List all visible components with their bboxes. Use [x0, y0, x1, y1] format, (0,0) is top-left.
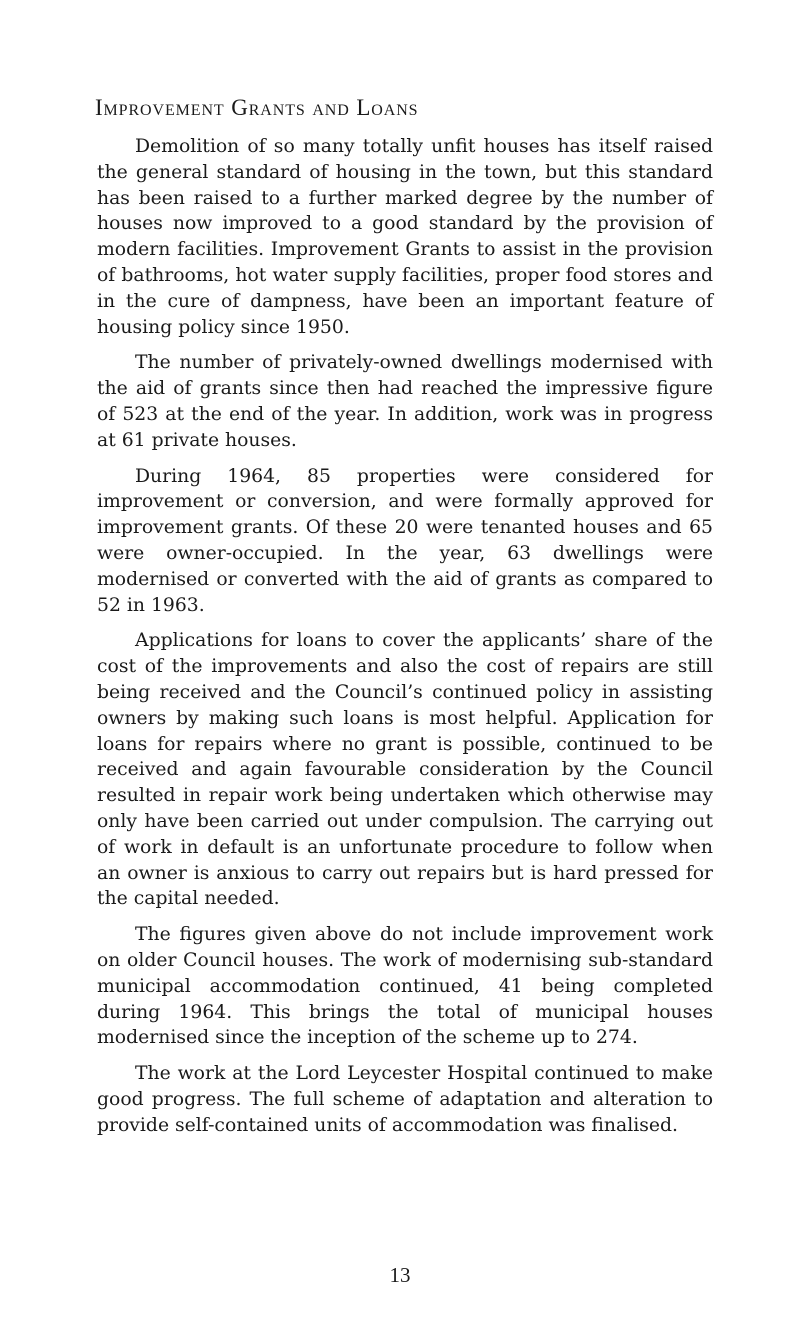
paragraph-private-dwellings: The number of privately-owned dwellings modernised with the aid of grants since then had reached the impressive figure of 523 at the end of the year. In addition, work was in progress at 61 private houses. — [97, 352, 713, 451]
paragraph-council-houses: The figures given above do not include improvement work on older Council houses. The work of modernising sub-standard municipal accommodation continued, 41 being completed during 1964. This brings the total of municipal houses modernised since the inception of the scheme up to 274. — [97, 924, 713, 1049]
section-heading: Improvement Grants and Loans — [95, 95, 419, 120]
paragraph-loans: Applications for loans to cover the applicants’ share of the cost of the improvements and also the cost of repairs are still being received and the Council’s continued policy in assisting owners by making such loans is most helpful. Application for loans for repairs where no grant is possible, continued to be received and again favourable consideration by the Council resulted in repair work being undertaken which otherwise may only have been carried out under compulsion. The carrying out of work in default is an unfortunate procedure to follow when an owner is anxious to carry out repairs but is hard pressed for the capital needed. — [97, 630, 713, 910]
page-number: 13 — [389, 1263, 411, 1287]
paragraph-demolition: Demolition of so many totally unfit houses has itself raised the general standard of housing in the town, but this standard has been raised to a further marked degree by the number of houses now improved to a good standard by the provision of modern facilities. Improvement Grants to assist in the provision of bathrooms, hot water supply facilities, proper food stores and in the cure of dampness, have been an important feature of housing policy since 1950. — [97, 136, 713, 338]
paragraph-leycester-hospital: The work at the Lord Leycester Hospital continued to make good progress. The full scheme of adaptation and alteration to provide self-contained units of accommodation was finalised. — [97, 1063, 713, 1136]
paragraph-1964-properties: During 1964, 85 properties were considered for improvement or conversion, and were formally approved for improvement grants. Of these 20 were tenanted houses and 65 were owner-occupied. In the year, 63 dwellings were modernised or converted with the aid of grants as compared to 52 in 1963. — [97, 465, 713, 616]
document-page — [97, 94, 713, 1148]
